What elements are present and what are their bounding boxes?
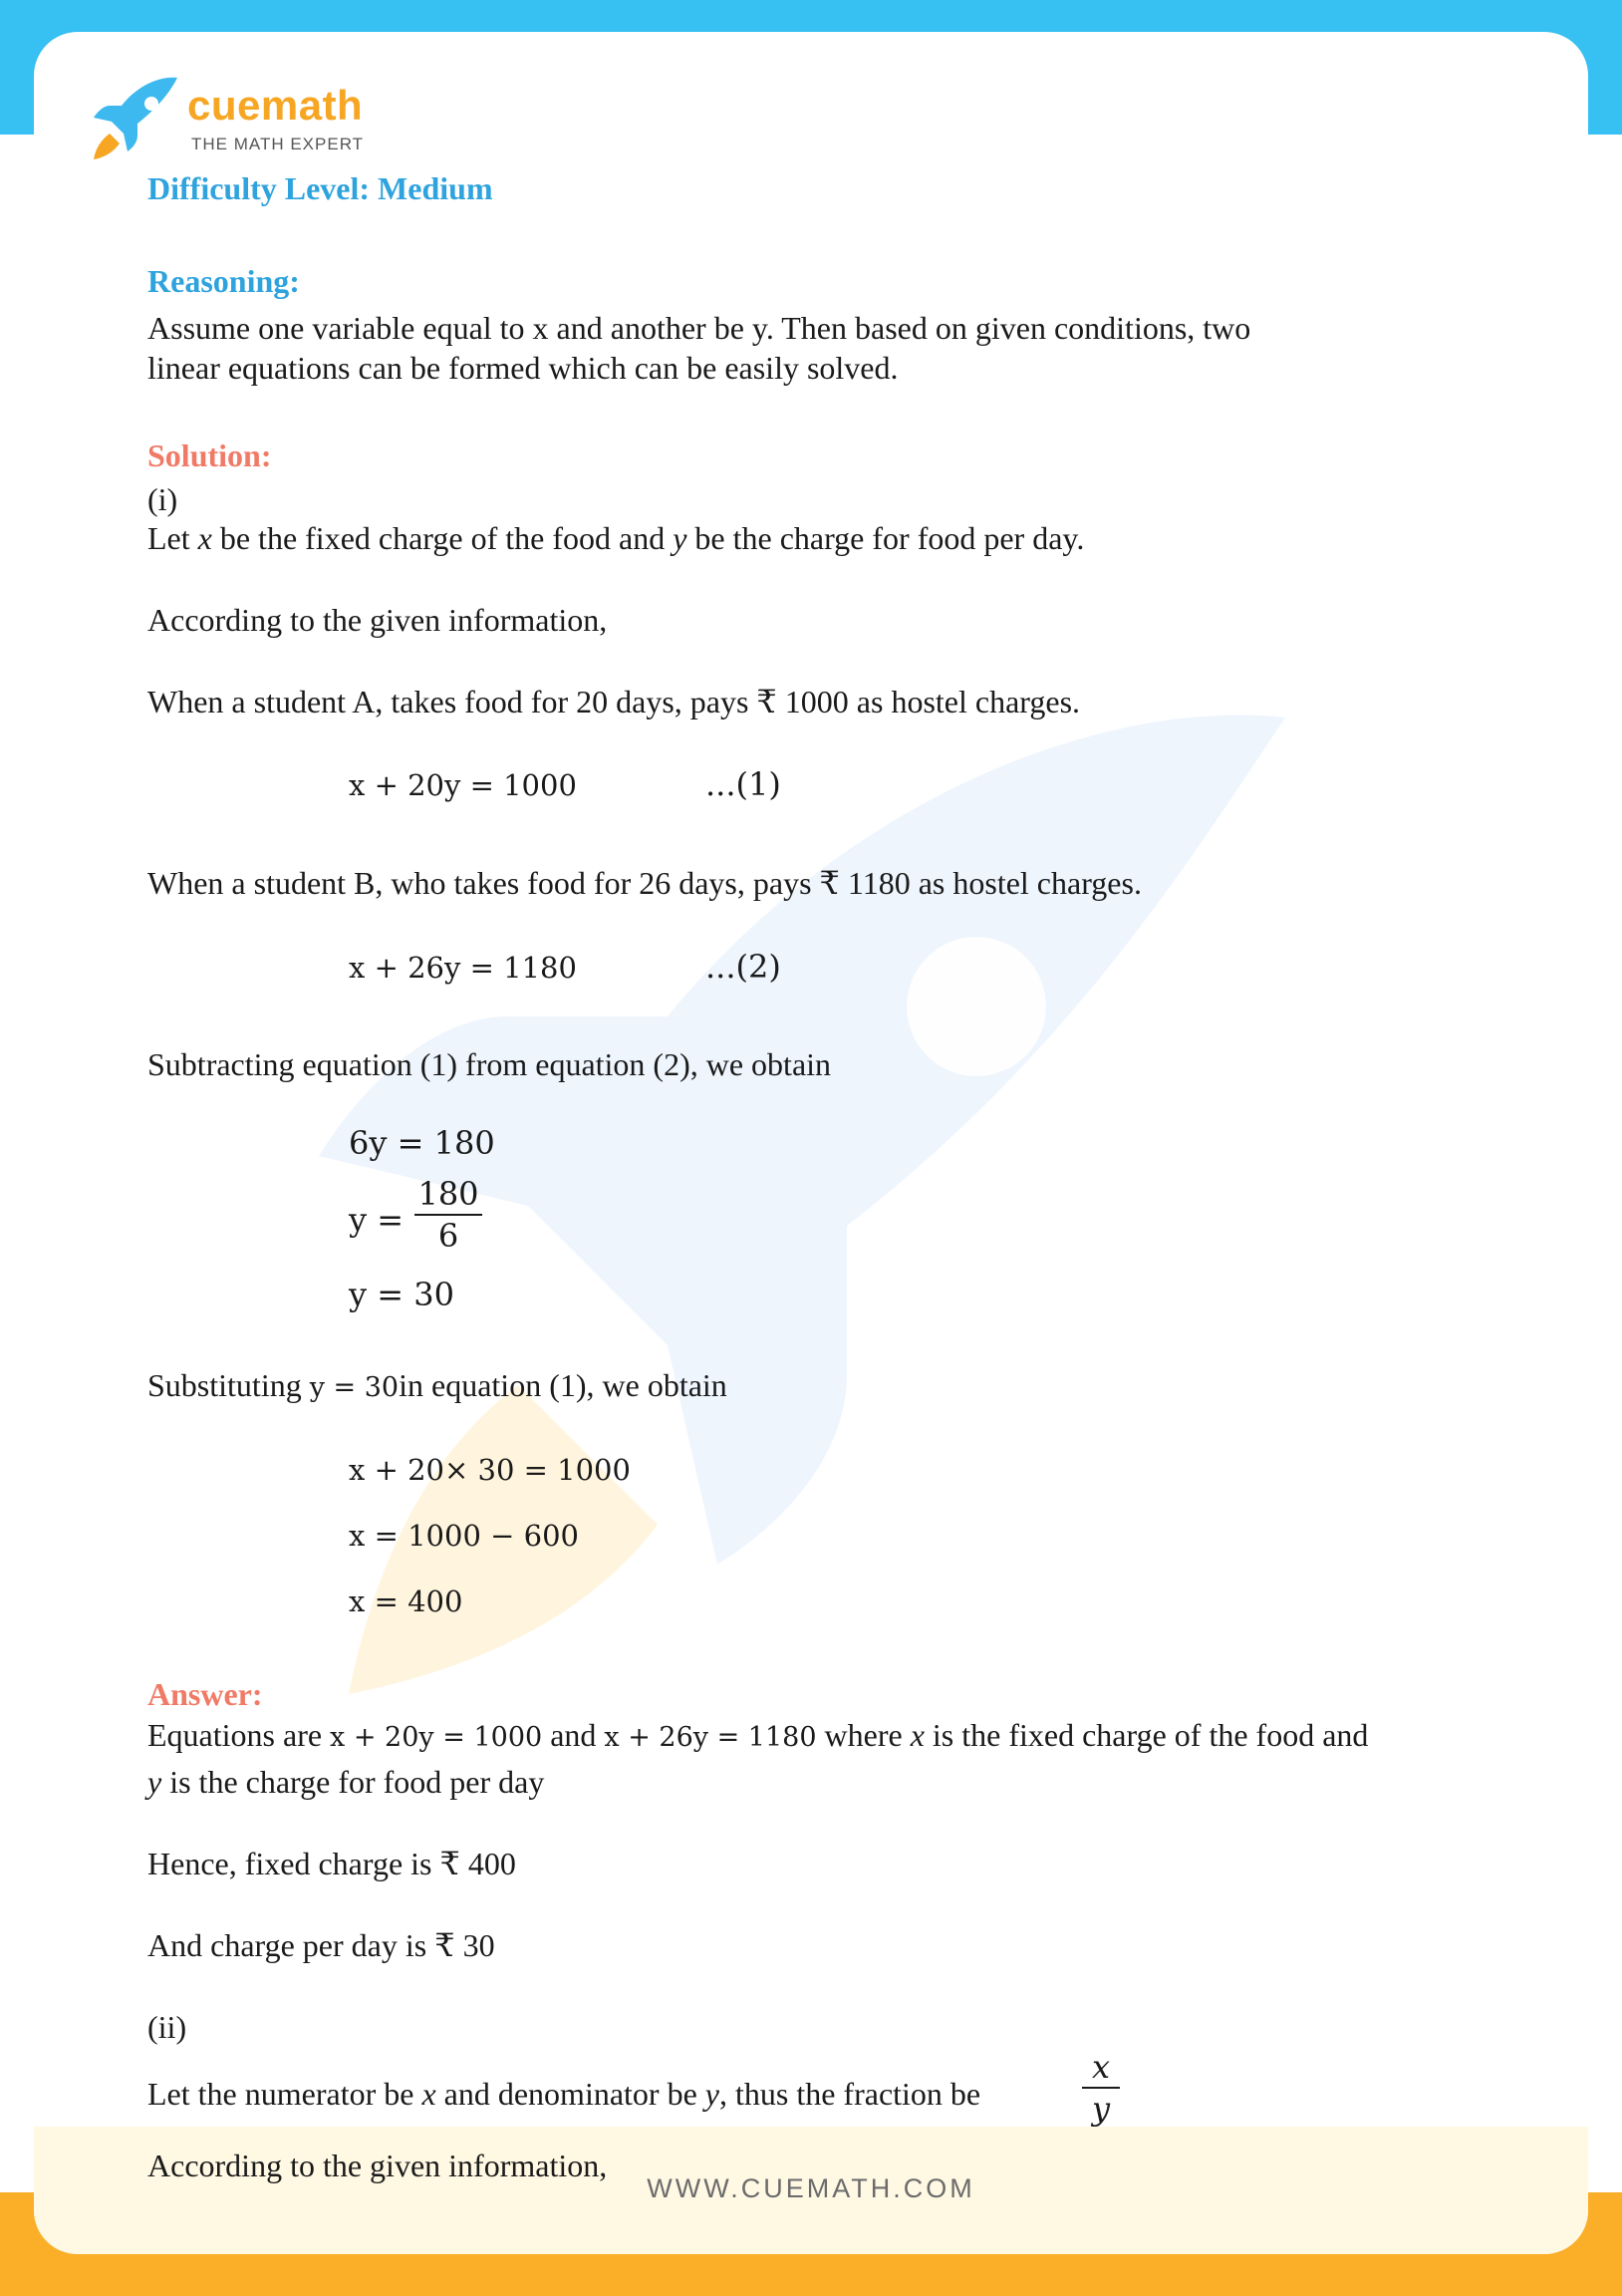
step-6y: 6y = 180 [349,1124,495,1162]
cuemath-rocket-logo-icon [92,76,181,159]
brand-name: cuemath [187,82,364,129]
according-text: According to the given information, [147,602,608,638]
per-day-charge-text: And charge per day is ₹ 30 [147,1927,495,1963]
answer-heading: Answer: [147,1676,263,1712]
reasoning-heading: Reasoning: [147,263,300,299]
step-fraction: 180 6 [414,1174,482,1256]
answer-line-2: y is the charge for food per day [147,1764,545,1800]
brand-tagline: THE MATH EXPERT [191,135,365,153]
part-ii-let-text: Let the numerator be x and denominator be y, thus the fraction be [147,2076,981,2112]
equation-1-tag: ...(1) [705,765,781,803]
part-ii-label: (ii) [147,2009,187,2045]
reasoning-line-1: Assume one variable equal to x and another be y. Then based on given conditions, two [147,310,1251,346]
answer-line-1: Equations are x + 20y = 1000 and x + 26y = 1180 where x is the fixed charge of the food and [147,1717,1369,1753]
step-y-30: y = 30 [349,1276,454,1313]
step-y-lhs: y = [349,1201,405,1239]
solution-heading: Solution: [147,437,272,473]
reasoning-line-2: linear equations can be formed which can be easily solved. [147,350,899,386]
equation-2-tag: ...(2) [705,948,781,986]
substituting-text: Substituting y = 30in equation (1), we obtain [147,1367,727,1403]
part-ii-according-text: According to the given information, [147,2148,608,2183]
part-ii-fraction: x y [1082,2047,1120,2129]
subtracting-text: Subtracting equation (1) from equation (2), we obtain [147,1046,832,1082]
part-i-label: (i) [147,481,178,517]
equation-1: x + 20y = 1000 [349,768,577,802]
let-statement: Let x be the fixed charge of the food and y be the charge for food per day. [147,520,1085,556]
difficulty-label: Difficulty Level: Medium [147,170,493,206]
step-x-diff: x = 1000 − 600 [349,1519,579,1553]
fixed-charge-text: Hence, fixed charge is ₹ 400 [147,1846,516,1881]
student-a-text: When a student A, takes food for 20 days, pays ₹ 1000 as hostel charges. [147,684,1081,719]
footer-url[interactable]: WWW.CUEMATH.COM [647,2173,975,2203]
student-b-text: When a student B, who takes food for 26 days, pays ₹ 1180 as hostel charges. [147,865,1142,901]
step-x-400: x = 400 [349,1584,463,1618]
step-substitution: x + 20× 30 = 1000 [349,1453,631,1487]
equation-2: x + 26y = 1180 [349,951,577,985]
